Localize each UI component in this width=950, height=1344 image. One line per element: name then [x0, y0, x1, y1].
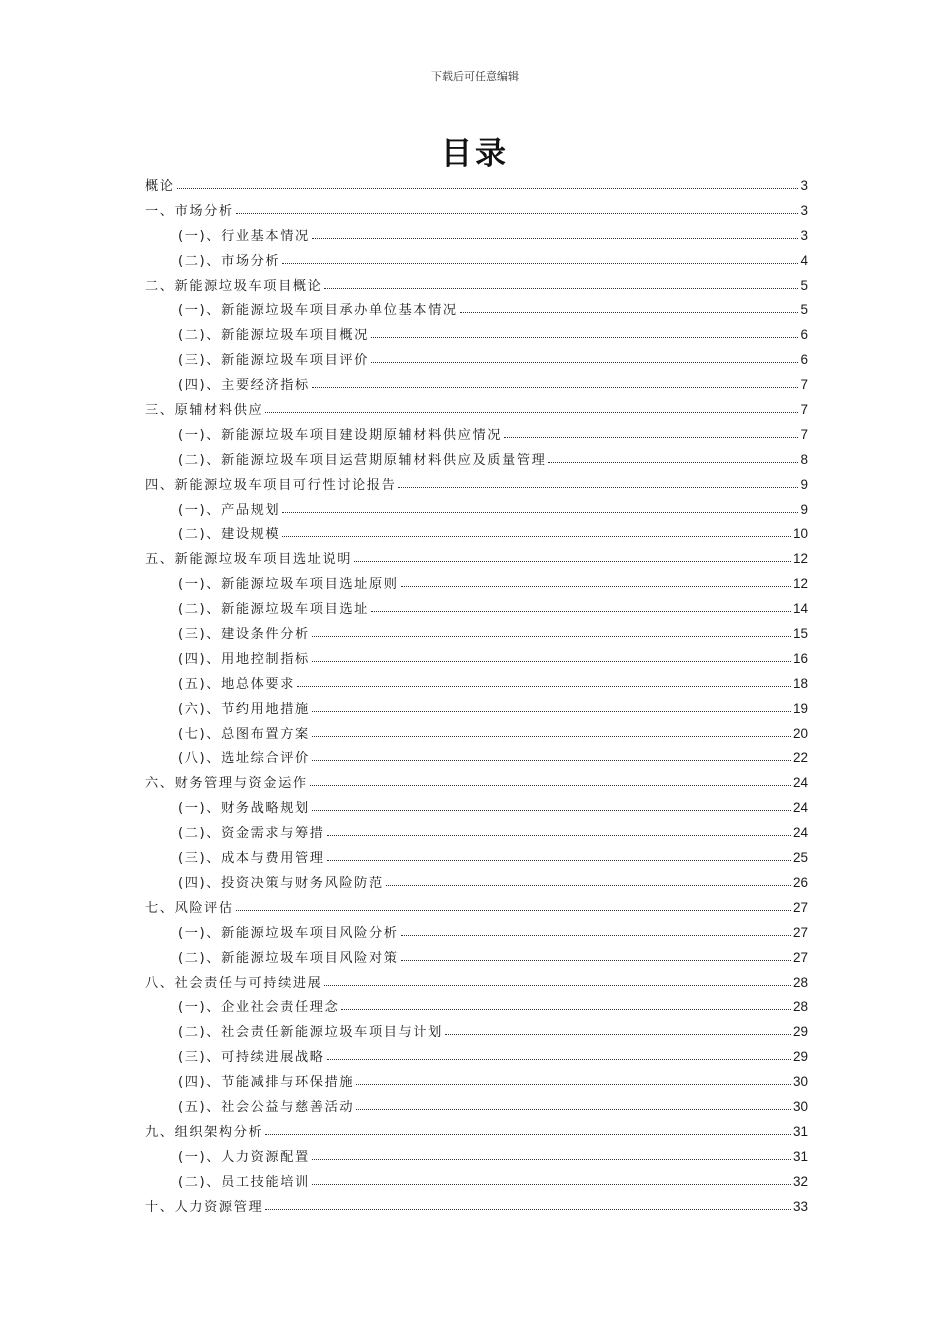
toc-page-number: 30 — [792, 1098, 808, 1114]
page-header-note: 下载后可任意编辑 — [431, 70, 519, 83]
toc-entry-title: 七、风险评估 — [145, 900, 234, 916]
toc-dot-leader — [445, 1033, 791, 1035]
toc-page-number: 16 — [792, 650, 808, 666]
toc-page-number: 30 — [792, 1074, 808, 1090]
toc-dot-leader — [401, 959, 791, 961]
toc-dot-leader — [265, 411, 798, 413]
page-title: 目录 — [441, 136, 509, 172]
toc-entry-title: (七)、总图布置方案 — [178, 726, 310, 742]
toc-entry-title: (四)、用地控制指标 — [178, 651, 310, 667]
toc-page-number: 18 — [792, 675, 808, 691]
toc-section-entry[interactable] — [145, 200, 808, 225]
toc-dot-leader — [327, 1058, 791, 1060]
toc-entry-title: 二、新能源垃圾车项目概论 — [145, 278, 323, 294]
toc-subsection-entry[interactable] — [145, 847, 808, 872]
toc-entry-title: 三、原辅材料供应 — [145, 403, 264, 419]
toc-page-number: 24 — [792, 775, 808, 791]
toc-page-number: 24 — [792, 825, 808, 841]
toc-section-entry[interactable] — [145, 1196, 808, 1221]
toc-dot-leader — [282, 511, 798, 513]
toc-dot-leader — [327, 834, 791, 836]
toc-section-entry[interactable] — [145, 175, 808, 200]
toc-dot-leader — [401, 585, 791, 587]
toc-dot-leader — [324, 287, 798, 289]
toc-subsection-entry[interactable] — [145, 523, 808, 548]
toc-page-number: 27 — [792, 924, 808, 940]
toc-dot-leader — [354, 560, 791, 562]
toc-dot-leader — [312, 660, 791, 662]
toc-subsection-entry[interactable] — [145, 499, 808, 524]
toc-entry-title: (一)、财务战略规划 — [178, 801, 310, 817]
toc-dot-leader — [356, 1083, 791, 1085]
toc-entry-title: 八、社会责任与可持续进展 — [145, 975, 323, 991]
toc-dot-leader — [312, 1158, 791, 1160]
toc-entry-title: (三)、新能源垃圾车项目评价 — [178, 353, 369, 369]
toc-dot-leader — [265, 1133, 791, 1135]
toc-entry-title: (一)、新能源垃圾车项目风险分析 — [178, 925, 399, 941]
toc-dot-leader — [282, 262, 798, 264]
toc-section-entry[interactable] — [145, 1121, 808, 1146]
toc-subsection-entry[interactable] — [145, 1096, 808, 1121]
toc-dot-leader — [504, 436, 798, 438]
toc-page-number: 8 — [800, 451, 808, 467]
toc-dot-leader — [398, 486, 798, 488]
toc-entry-title: (二)、社会责任新能源垃圾车项目与计划 — [178, 1025, 443, 1041]
toc-section-entry[interactable] — [145, 474, 808, 499]
toc-page-number: 24 — [792, 800, 808, 816]
toc-page-number: 3 — [800, 178, 808, 193]
toc-page-number: 5 — [800, 277, 808, 293]
toc-subsection-entry[interactable] — [145, 1046, 808, 1071]
toc-subsection-entry[interactable] — [145, 573, 808, 598]
toc-dot-leader — [371, 361, 799, 363]
toc-subsection-entry[interactable] — [145, 1171, 808, 1196]
toc-entry-title: (二)、市场分析 — [178, 253, 281, 269]
toc-entry-title: (一)、新能源垃圾车项目选址原则 — [178, 577, 399, 593]
toc-page-number: 10 — [792, 526, 808, 542]
toc-dot-leader — [297, 685, 791, 687]
toc-dot-leader — [548, 461, 798, 463]
toc-entry-title: (二)、新能源垃圾车项目运营期原辅材料供应及质量管理 — [178, 452, 547, 468]
toc-subsection-entry[interactable] — [145, 723, 808, 748]
toc-page-number: 26 — [792, 874, 808, 890]
toc-page-number: 31 — [792, 1123, 808, 1139]
toc-page-number: 29 — [792, 1024, 808, 1040]
toc-subsection-entry[interactable] — [145, 822, 808, 847]
toc-subsection-entry[interactable] — [145, 673, 808, 698]
toc-dot-leader — [177, 187, 799, 189]
toc-entry-title: (二)、新能源垃圾车项目概况 — [178, 328, 369, 344]
toc-dot-leader — [312, 1183, 791, 1185]
toc-subsection-entry[interactable] — [145, 648, 808, 673]
toc-dot-leader — [310, 784, 791, 786]
toc-entry-title: (三)、成本与费用管理 — [178, 851, 325, 867]
toc-section-entry[interactable] — [145, 548, 808, 573]
toc-entry-title: 九、组织架构分析 — [145, 1124, 264, 1140]
toc-entry-title: 概论 — [145, 179, 175, 194]
toc-entry-title: (一)、新能源垃圾车项目建设期原辅材料供应情况 — [178, 427, 503, 443]
toc-entry-title: (二)、建设规模 — [178, 527, 281, 543]
toc-subsection-entry[interactable] — [145, 250, 808, 275]
toc-entry-title: (二)、员工技能培训 — [178, 1174, 310, 1190]
toc-page-number: 22 — [792, 750, 808, 766]
toc-entry-title: 四、新能源垃圾车项目可行性讨论报告 — [145, 477, 397, 493]
toc-page-number: 31 — [792, 1148, 808, 1164]
toc-subsection-entry[interactable] — [145, 1021, 808, 1046]
toc-dot-leader — [312, 710, 791, 712]
toc-entry-title: (八)、选址综合评价 — [178, 751, 310, 767]
toc-entry-title: (一)、人力资源配置 — [178, 1149, 310, 1165]
toc-page-number: 12 — [792, 551, 808, 567]
toc-entry-title: 六、财务管理与资金运作 — [145, 776, 308, 792]
toc-subsection-entry[interactable] — [145, 797, 808, 822]
toc-page-number: 6 — [800, 327, 808, 343]
toc-page-number: 7 — [800, 426, 808, 442]
toc-entry-title: (五)、地总体要求 — [178, 676, 296, 692]
toc-subsection-entry[interactable] — [145, 996, 808, 1021]
toc-page-number: 25 — [792, 850, 808, 866]
table-of-contents — [145, 175, 808, 1220]
toc-entry-title: 十、人力资源管理 — [145, 1199, 264, 1215]
toc-page-number: 27 — [792, 949, 808, 965]
toc-dot-leader — [341, 1008, 791, 1010]
toc-page-number: 29 — [792, 1049, 808, 1065]
toc-subsection-entry[interactable] — [145, 747, 808, 772]
toc-page-number: 27 — [792, 899, 808, 915]
toc-dot-leader — [327, 859, 791, 861]
toc-page-number: 14 — [792, 601, 808, 617]
toc-page-number: 3 — [800, 202, 808, 218]
toc-subsection-entry[interactable] — [145, 698, 808, 723]
toc-subsection-entry[interactable] — [145, 922, 808, 947]
toc-page-number: 28 — [792, 999, 808, 1015]
toc-entry-title: (二)、资金需求与筹措 — [178, 826, 325, 842]
toc-subsection-entry[interactable] — [145, 1146, 808, 1171]
toc-subsection-entry[interactable] — [145, 449, 808, 474]
toc-entry-title: (一)、企业社会责任理念 — [178, 1000, 340, 1016]
toc-dot-leader — [324, 984, 791, 986]
toc-page-number: 3 — [800, 227, 808, 243]
toc-page-number: 12 — [792, 576, 808, 592]
toc-dot-leader — [312, 386, 799, 388]
toc-entry-title: (五)、社会公益与慈善活动 — [178, 1099, 355, 1115]
toc-section-entry[interactable] — [145, 275, 808, 300]
toc-page-number: 4 — [800, 252, 808, 268]
toc-entry-title: (四)、节能减排与环保措施 — [178, 1075, 355, 1091]
toc-page-number: 9 — [800, 476, 808, 492]
toc-entry-title: (一)、行业基本情况 — [178, 228, 310, 244]
toc-subsection-entry[interactable] — [145, 872, 808, 897]
toc-dot-leader — [312, 759, 791, 761]
toc-section-entry[interactable] — [145, 897, 808, 922]
toc-entry-title: (六)、节约用地措施 — [178, 701, 310, 717]
toc-subsection-entry[interactable] — [145, 623, 808, 648]
toc-subsection-entry[interactable] — [145, 299, 808, 324]
toc-dot-leader — [356, 1108, 791, 1110]
toc-page-number: 15 — [792, 626, 808, 642]
toc-dot-leader — [236, 909, 791, 911]
toc-entry-title: 一、市场分析 — [145, 203, 234, 219]
toc-entry-title: (二)、新能源垃圾车项目风险对策 — [178, 950, 399, 966]
toc-page-number: 7 — [800, 402, 808, 418]
toc-section-entry[interactable] — [145, 399, 808, 424]
toc-entry-title: (三)、建设条件分析 — [178, 627, 310, 643]
toc-dot-leader — [236, 212, 799, 214]
toc-page-number: 7 — [800, 377, 808, 393]
toc-subsection-entry[interactable] — [145, 424, 808, 449]
toc-subsection-entry[interactable] — [145, 225, 808, 250]
toc-page-number: 32 — [792, 1173, 808, 1189]
toc-section-entry[interactable] — [145, 772, 808, 797]
toc-dot-leader — [386, 884, 791, 886]
toc-dot-leader — [312, 809, 791, 811]
toc-entry-title: 五、新能源垃圾车项目选址说明 — [145, 552, 353, 568]
toc-subsection-entry[interactable] — [145, 349, 808, 374]
toc-dot-leader — [371, 336, 799, 338]
toc-page-number: 5 — [800, 302, 808, 318]
toc-page-number: 20 — [792, 725, 808, 741]
toc-entry-title: (三)、可持续进展战略 — [178, 1050, 325, 1066]
toc-page-number: 6 — [800, 352, 808, 368]
toc-section-entry[interactable] — [145, 972, 808, 997]
toc-dot-leader — [312, 735, 791, 737]
toc-subsection-entry[interactable] — [145, 1071, 808, 1096]
toc-dot-leader — [371, 610, 791, 612]
toc-page-number: 9 — [800, 501, 808, 517]
toc-entry-title: (四)、投资决策与财务风险防范 — [178, 875, 384, 891]
toc-page-number: 33 — [792, 1198, 808, 1214]
toc-entry-title: (一)、新能源垃圾车项目承办单位基本情况 — [178, 303, 458, 319]
toc-dot-leader — [312, 237, 799, 239]
toc-dot-leader — [401, 934, 791, 936]
toc-subsection-entry[interactable] — [145, 324, 808, 349]
toc-entry-title: (二)、新能源垃圾车项目选址 — [178, 602, 369, 618]
toc-dot-leader — [282, 535, 791, 537]
toc-entry-title: (四)、主要经济指标 — [178, 378, 310, 394]
toc-dot-leader — [312, 635, 791, 637]
toc-subsection-entry[interactable] — [145, 947, 808, 972]
toc-page-number: 28 — [792, 974, 808, 990]
toc-page-number: 19 — [792, 700, 808, 716]
toc-dot-leader — [265, 1208, 791, 1210]
toc-subsection-entry[interactable] — [145, 374, 808, 399]
toc-entry-title: (一)、产品规划 — [178, 502, 281, 518]
toc-subsection-entry[interactable] — [145, 598, 808, 623]
toc-dot-leader — [460, 311, 799, 313]
